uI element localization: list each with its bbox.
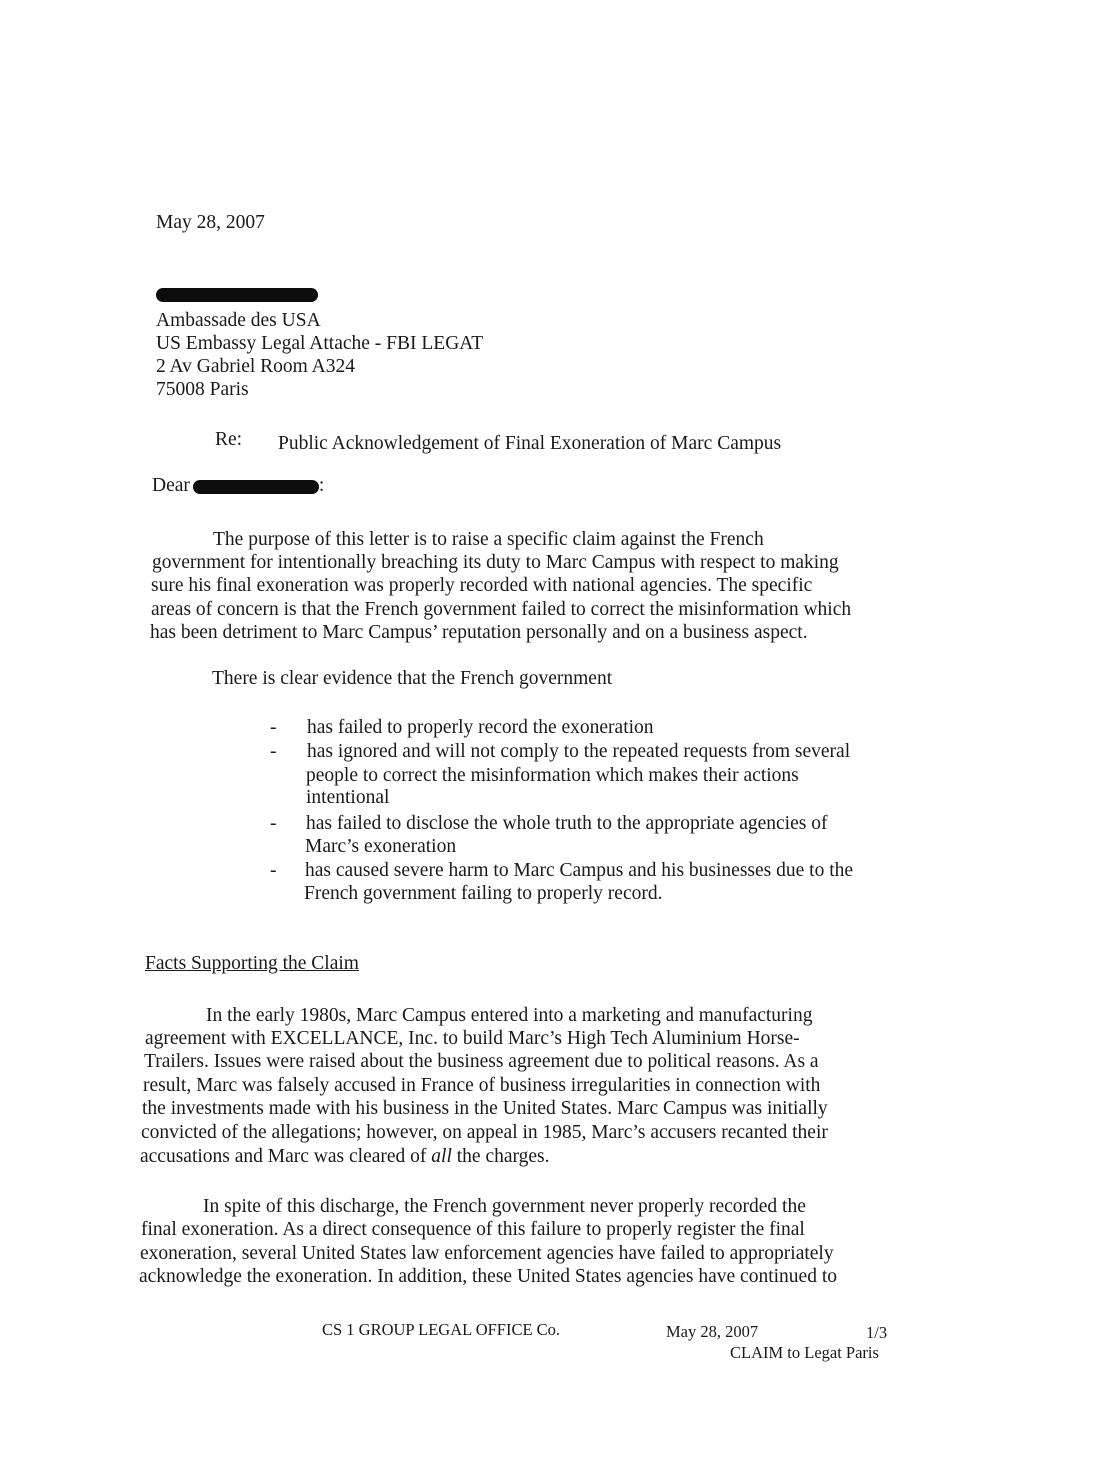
section-heading: Facts Supporting the Claim xyxy=(145,953,359,974)
footer-office: CS 1 GROUP LEGAL OFFICE Co. xyxy=(322,1320,561,1339)
paragraph-line: the investments made with his business in the United States. Marc Campus was initially xyxy=(142,1098,828,1119)
letter-date: May 28, 2007 xyxy=(156,212,265,233)
address-line: 75008 Paris xyxy=(156,379,249,400)
footer-date: May 28, 2007 xyxy=(666,1322,759,1341)
paragraph-line: areas of concern is that the French government failed to correct the misinformation which xyxy=(151,599,852,620)
bullet-dash: - xyxy=(270,717,277,738)
redaction-mark xyxy=(156,288,318,302)
bullet-dash: - xyxy=(270,741,277,762)
bullet-dash: - xyxy=(270,813,277,834)
bullet-dash: - xyxy=(270,860,277,881)
paragraph-line: agreement with EXCELLANCE, Inc. to build Marc’s High Tech Aluminium Horse- xyxy=(145,1028,800,1049)
evidence-intro: There is clear evidence that the French government xyxy=(212,668,613,689)
paragraph-line: convicted of the allegations; however, on appeal in 1985, Marc’s accusers recanted their xyxy=(141,1122,828,1143)
paragraph-line: In the early 1980s, Marc Campus entered into a marketing and manufacturing xyxy=(206,1005,813,1026)
paragraph-line: sure his final exoneration was properly recorded with national agencies. The specific xyxy=(151,575,813,596)
paragraph-line: Trailers. Issues were raised about the business agreement due to political reasons. As a xyxy=(144,1051,819,1072)
paragraph-line: result, Marc was falsely accused in France of business irregularities in connection with xyxy=(143,1075,821,1096)
list-item-text: has caused severe harm to Marc Campus and his businesses due to the xyxy=(305,860,854,881)
salutation xyxy=(152,474,324,497)
paragraph-line: acknowledge the exoneration. In addition, these United States agencies have continued to xyxy=(139,1266,837,1287)
footer-page-number: 1/3 xyxy=(866,1323,888,1342)
emphasis-text: all xyxy=(431,1146,452,1167)
list-item-text: people to correct the misinformation which makes their actions xyxy=(306,765,799,786)
list-item-text: Marc’s exoneration xyxy=(305,836,457,857)
list-item-text: has failed to properly record the exoneration xyxy=(307,717,654,738)
paragraph-line: In spite of this discharge, the French government never properly recorded the xyxy=(203,1196,806,1217)
footer-doc-title: CLAIM to Legat Paris xyxy=(730,1343,879,1362)
paragraph-text: accusations and Marc was cleared of xyxy=(140,1146,432,1167)
paragraph-line: final exoneration. As a direct consequence of this failure to properly register the final xyxy=(141,1219,805,1240)
redaction-mark xyxy=(193,480,319,494)
salutation-suffix: : xyxy=(318,475,325,496)
paragraph-line: exoneration, several United States law enforcement agencies have failed to appropriately xyxy=(140,1243,834,1264)
paragraph-line: government for intentionally breaching its duty to Marc Campus with respect to making xyxy=(152,552,839,573)
paragraph-line: has been detriment to Marc Campus’ reputation personally and on a business aspect. xyxy=(150,622,808,643)
paragraph-text: the charges. xyxy=(451,1146,550,1167)
address-line: Ambassade des USA xyxy=(156,310,321,331)
address-line: US Embassy Legal Attache - FBI LEGAT xyxy=(156,333,484,354)
address-line: 2 Av Gabriel Room A324 xyxy=(156,356,355,377)
paragraph-line: The purpose of this letter is to raise a specific claim against the French xyxy=(213,529,764,550)
re-subject: Public Acknowledgement of Final Exoneration of Marc Campus xyxy=(278,433,782,454)
list-item-text: has ignored and will not comply to the repeated requests from several xyxy=(307,741,851,762)
paragraph-line-last xyxy=(140,1145,550,1168)
re-label: Re: xyxy=(215,429,243,450)
list-item-text: French government failing to properly record. xyxy=(304,883,663,904)
list-item-text: intentional xyxy=(306,787,390,808)
redacted-recipient-name xyxy=(156,282,318,305)
salutation-prefix: Dear xyxy=(152,475,190,496)
list-item-text: has failed to disclose the whole truth to the appropriate agencies of xyxy=(306,813,828,834)
